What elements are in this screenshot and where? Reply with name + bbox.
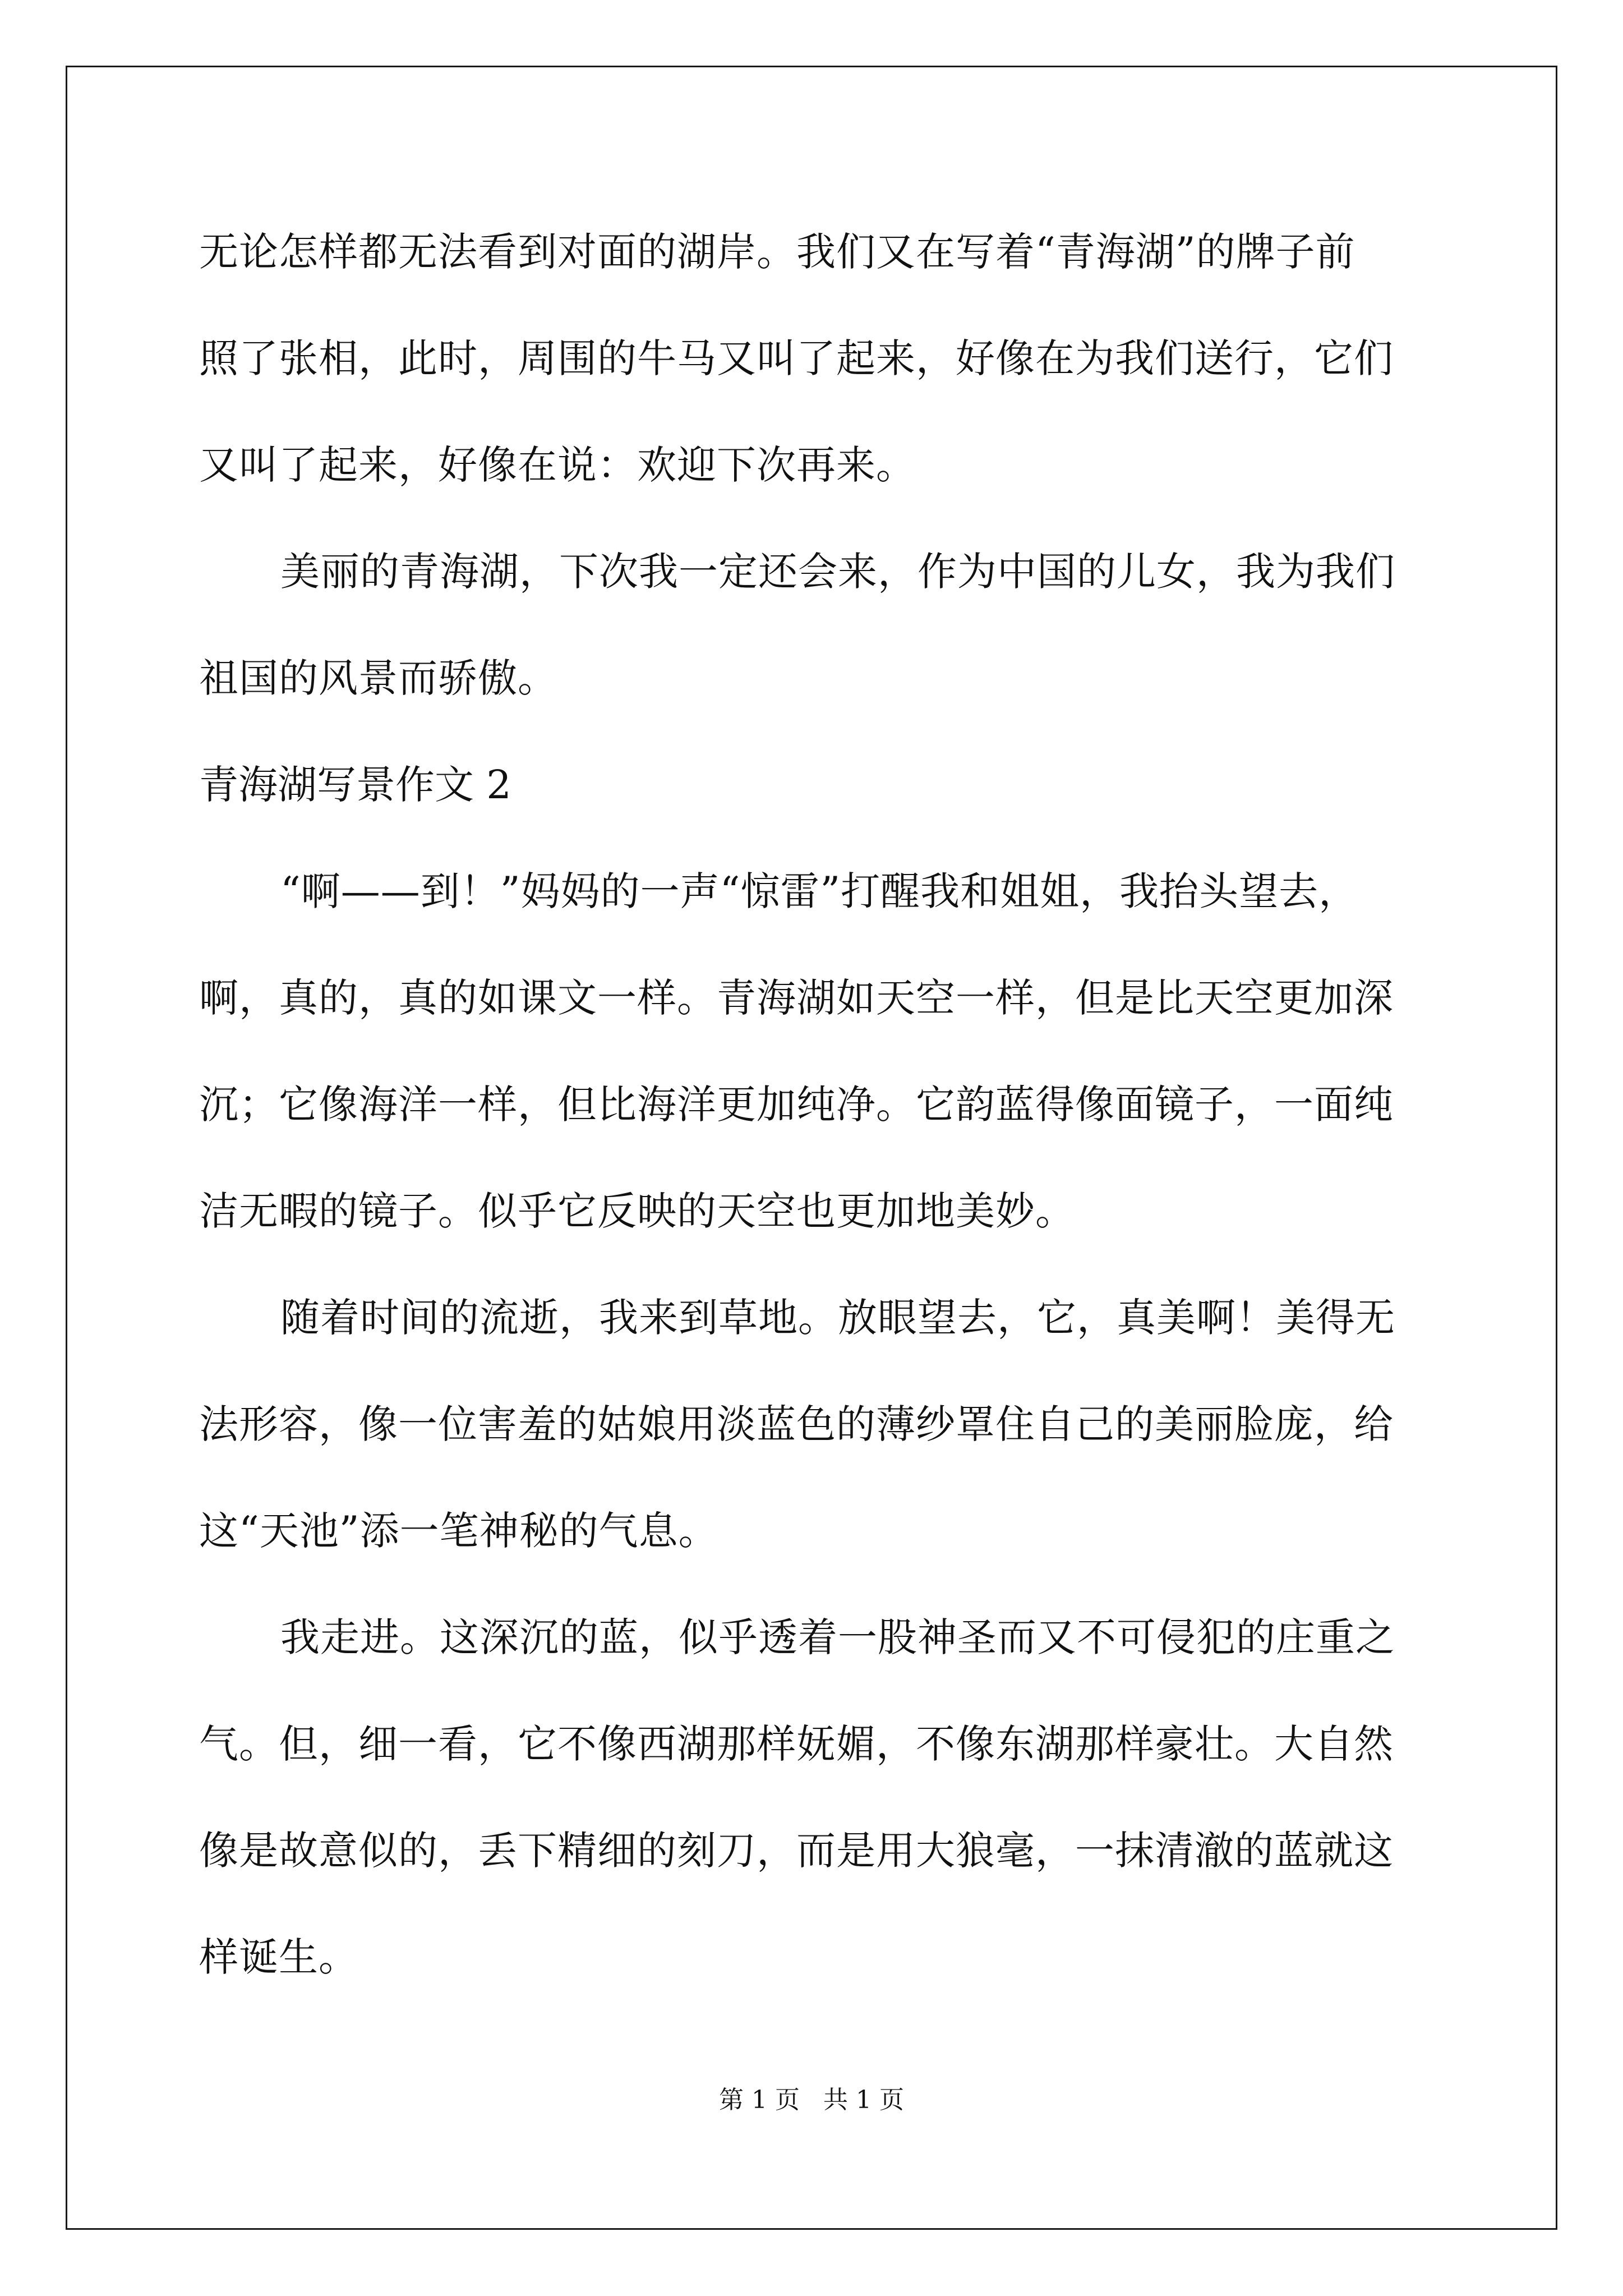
section-title: 青海湖写景作文 2 (199, 762, 511, 808)
text-line: 无论怎样都无法看到对面的湖岸。我们又在写着“青海湖”的牌子前 (199, 229, 1355, 275)
text-line: 又叫了起来，好像在说：欢迎下次再来。 (199, 442, 916, 488)
page-number-footer: 第 1 页 共 1 页 (719, 2086, 904, 2114)
text-line: 法形容，像一位害羞的姑娘用淡蓝色的薄纱罩住自己的美丽脸庞，给 (199, 1401, 1394, 1447)
text-line: 样诞生。 (199, 1934, 358, 1980)
text-line: 照了张相，此时，周围的牛马又叫了起来，好像在为我们送行，它们 (199, 335, 1394, 381)
text-line: “啊——到！”妈妈的一声“惊雷”打醒我和姐姐，我抬头望去， (280, 868, 1359, 914)
text-line: 祖国的风景而骄傲。 (199, 655, 557, 701)
text-line: 沉；它像海洋一样，但比海洋更加纯净。它韵蓝得像面镜子，一面纯 (199, 1082, 1394, 1128)
text-line: 随着时间的流逝，我来到草地。放眼望去，它，真美啊！美得无 (280, 1295, 1395, 1341)
text-line: 气。但，细一看，它不像西湖那样妩媚，不像东湖那样豪壮。大自然 (199, 1721, 1394, 1767)
text-line: 洁无暇的镜子。似乎它反映的天空也更加地美妙。 (199, 1188, 1075, 1234)
text-line: 这“天池”添一笔神秘的气息。 (199, 1508, 718, 1554)
page-border (66, 66, 1557, 2230)
text-line: 像是故意似的，丢下精细的刻刀，而是用大狼毫，一抹清澈的蓝就这 (199, 1828, 1394, 1874)
text-line: 啊，真的，真的如课文一样。青海湖如天空一样，但是比天空更加深 (199, 975, 1394, 1021)
text-line: 美丽的青海湖，下次我一定还会来，作为中国的儿女，我为我们 (280, 549, 1395, 595)
text-line: 我走进。这深沉的蓝，似乎透着一股神圣而又不可侵犯的庄重之 (280, 1614, 1395, 1660)
